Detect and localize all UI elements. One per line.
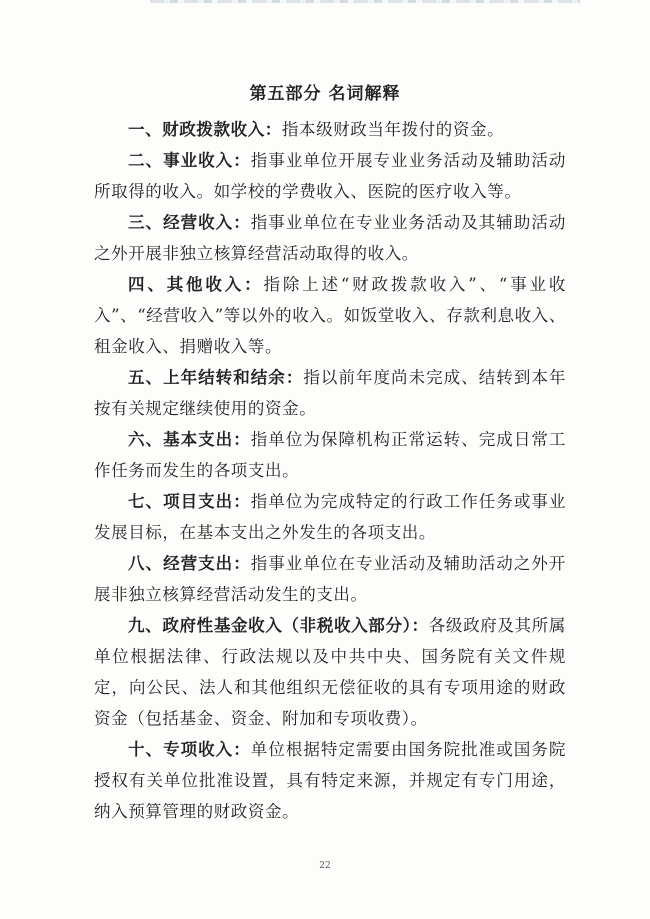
definition-term: 八、经营支出： xyxy=(128,554,251,573)
definition-text: 指以前年度尚未完成、结转到本年按有关规定继续使用的资金。 xyxy=(94,368,566,418)
page-number: 22 xyxy=(319,861,331,871)
page-title: 第五部分 名词解释 xyxy=(249,84,401,104)
definition-item xyxy=(94,610,566,734)
definition-text: 指事业单位在专业业务活动及其辅助活动之外开展非独立核算经营活动取得的收入。 xyxy=(94,213,566,263)
definition-text: 单位根据特定需要由国务院批准或国务院授权有关单位批准设置，具有特定来源，并规定有专门用途，纳入预算管理的财政资金。 xyxy=(94,740,566,821)
definition-item xyxy=(94,114,566,145)
definition-term: 二、事业收入： xyxy=(128,151,251,170)
definitions-list xyxy=(94,114,566,827)
definition-item xyxy=(94,734,566,827)
definition-term: 三、经营收入： xyxy=(128,213,251,232)
definition-text: 指除上述“财政拨款收入”、“事业收入”、“经营收入”等以外的收入。如饭堂收入、存款利息收入、租金收入、捐赠收入等。 xyxy=(94,275,566,356)
definition-term: 六、基本支出： xyxy=(128,430,251,449)
definition-term: 九、政府性基金收入（非税收入部分）： xyxy=(128,616,429,635)
definition-text: 指事业单位开展专业业务活动及辅助活动所取得的收入。如学校的学费收入、医院的医疗收入等。 xyxy=(94,151,566,201)
definition-term: 十、专项收入： xyxy=(128,740,251,759)
definition-text: 指事业单位在专业活动及辅助活动之外开展非独立核算经营活动发生的支出。 xyxy=(94,554,566,604)
definition-term: 五、上年结转和结余： xyxy=(128,368,304,387)
definition-item xyxy=(94,207,566,269)
definition-item xyxy=(94,424,566,486)
definition-term: 一、财政拨款收入： xyxy=(128,120,282,139)
definition-text: 各级政府及其所属单位根据法律、行政法规以及中共中央、国务院有关文件规定，向公民、法人和其他组织无偿征收的具有专项用途的财政资金（包括基金、资金、附加和专项收费）。 xyxy=(94,616,566,728)
definition-text: 指本级财政当年拨付的资金。 xyxy=(281,120,505,139)
definition-item xyxy=(94,362,566,424)
definition-item xyxy=(94,486,566,548)
definition-item xyxy=(94,548,566,610)
definition-term: 七、项目支出： xyxy=(128,492,251,511)
definition-item xyxy=(94,145,566,207)
definition-term: 四、其他收入： xyxy=(128,275,264,294)
definition-text: 指单位为保障机构正常运转、完成日常工作任务而发生的各项支出。 xyxy=(94,430,566,480)
scan-artifact-strip xyxy=(150,0,580,3)
definition-item xyxy=(94,269,566,362)
definition-text: 指单位为完成特定的行政工作任务或事业发展目标，在基本支出之外发生的各项支出。 xyxy=(94,492,566,542)
